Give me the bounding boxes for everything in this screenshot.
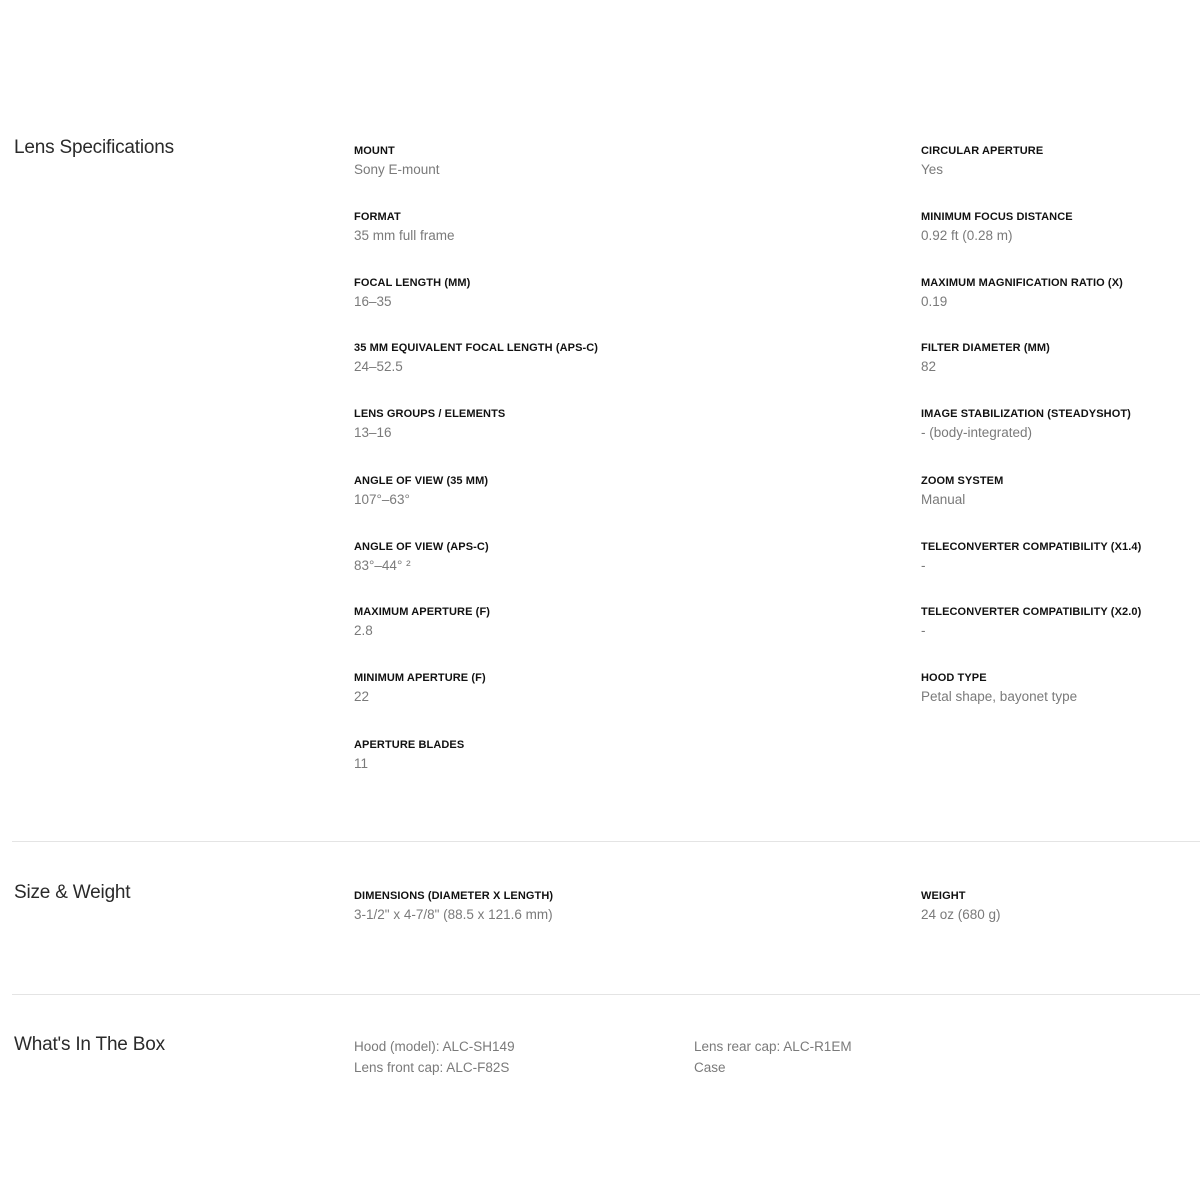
spec-label: FILTER DIAMETER (MM) (921, 342, 1050, 354)
spec-label: MAXIMUM APERTURE (F) (354, 606, 491, 618)
spec-value: - (921, 623, 926, 638)
spec-angle-of-view-apsc (354, 541, 489, 573)
spec-label: ZOOM SYSTEM (921, 475, 1004, 487)
spec-value: 24–52.5 (354, 359, 403, 374)
spec-value: 82 (921, 359, 937, 374)
spec-value: 83°–44° ² (354, 558, 411, 573)
spec-label: MINIMUM FOCUS DISTANCE (921, 211, 1073, 223)
spec-label: WEIGHT (921, 890, 966, 902)
spec-weight (921, 890, 1001, 922)
spec-value: - (body-integrated) (921, 425, 1033, 440)
box-item: Lens rear cap: ALC-R1EM (694, 1039, 852, 1054)
spec-label: IMAGE STABILIZATION (STEADYSHOT) (921, 408, 1131, 420)
spec-value: 107°–63° (354, 492, 410, 507)
spec-label: TELECONVERTER COMPATIBILITY (X1.4) (921, 541, 1142, 553)
spec-angle-of-view-35mm (354, 475, 488, 507)
spec-mount (354, 145, 440, 177)
spec-hood-type (921, 672, 1077, 704)
spec-label: ANGLE OF VIEW (35 MM) (354, 475, 489, 487)
spec-label: MOUNT (354, 145, 395, 157)
spec-focal-length (354, 277, 470, 309)
spec-value: 22 (354, 689, 370, 704)
spec-value: 24 oz (680 g) (921, 907, 1001, 922)
spec-value: - (921, 558, 926, 573)
spec-teleconverter-x2-0 (921, 606, 1141, 638)
spec-format (354, 211, 455, 243)
spec-maximum-magnification (921, 277, 1123, 309)
spec-teleconverter-x1-4 (921, 541, 1141, 573)
spec-maximum-aperture (354, 606, 490, 638)
box-item: Lens front cap: ALC-F82S (354, 1060, 510, 1075)
spec-value: 13–16 (354, 425, 392, 440)
spec-value: 2.8 (354, 623, 373, 638)
spec-filter-diameter (921, 342, 1050, 374)
lens-specifications-title: Lens Specifications (14, 137, 174, 158)
spec-label: CIRCULAR APERTURE (921, 145, 1044, 157)
spec-value: Sony E-mount (354, 162, 440, 177)
spec-label: HOOD TYPE (921, 672, 987, 684)
spec-value: 3-1/2" x 4-7/8" (88.5 x 121.6 mm) (354, 907, 553, 922)
spec-value: 0.92 ft (0.28 m) (921, 228, 1013, 243)
spec-label: TELECONVERTER COMPATIBILITY (X2.0) (921, 606, 1142, 618)
spec-value: 0.19 (921, 294, 948, 309)
spec-label: FORMAT (354, 211, 401, 223)
spec-minimum-aperture (354, 672, 486, 704)
box-item: Hood (model): ALC-SH149 (354, 1039, 515, 1054)
spec-zoom-system (921, 475, 1003, 507)
box-item: Case (694, 1060, 726, 1075)
spec-label: MINIMUM APERTURE (F) (354, 672, 486, 684)
spec-minimum-focus-distance (921, 211, 1073, 243)
spec-value: 35 mm full frame (354, 228, 455, 243)
spec-value: Petal shape, bayonet type (921, 689, 1078, 704)
spec-image-stabilization (921, 408, 1131, 440)
size-weight-title: Size & Weight (14, 882, 131, 903)
spec-circular-aperture (921, 145, 1043, 177)
spec-value: 11 (354, 756, 369, 771)
spec-aperture-blades (354, 739, 464, 771)
spec-lens-groups-elements (354, 408, 505, 440)
spec-label: 35 MM EQUIVALENT FOCAL LENGTH (APS-C) (354, 342, 599, 354)
section-divider (12, 841, 1200, 842)
section-divider (12, 994, 1200, 995)
spec-dimensions (354, 890, 553, 922)
spec-value: 16–35 (354, 294, 392, 309)
spec-label: APERTURE BLADES (354, 739, 465, 751)
spec-equivalent-focal-length (354, 342, 598, 374)
spec-value: Manual (921, 492, 966, 507)
spec-value: Yes (921, 162, 944, 177)
spec-label: MAXIMUM MAGNIFICATION RATIO (X) (921, 277, 1123, 289)
whats-in-the-box-title: What's In The Box (14, 1034, 165, 1055)
spec-label: FOCAL LENGTH (MM) (354, 277, 471, 289)
spec-label: DIMENSIONS (DIAMETER X LENGTH) (354, 890, 554, 902)
spec-label: LENS GROUPS / ELEMENTS (354, 408, 506, 420)
spec-label: ANGLE OF VIEW (APS-C) (354, 541, 489, 553)
